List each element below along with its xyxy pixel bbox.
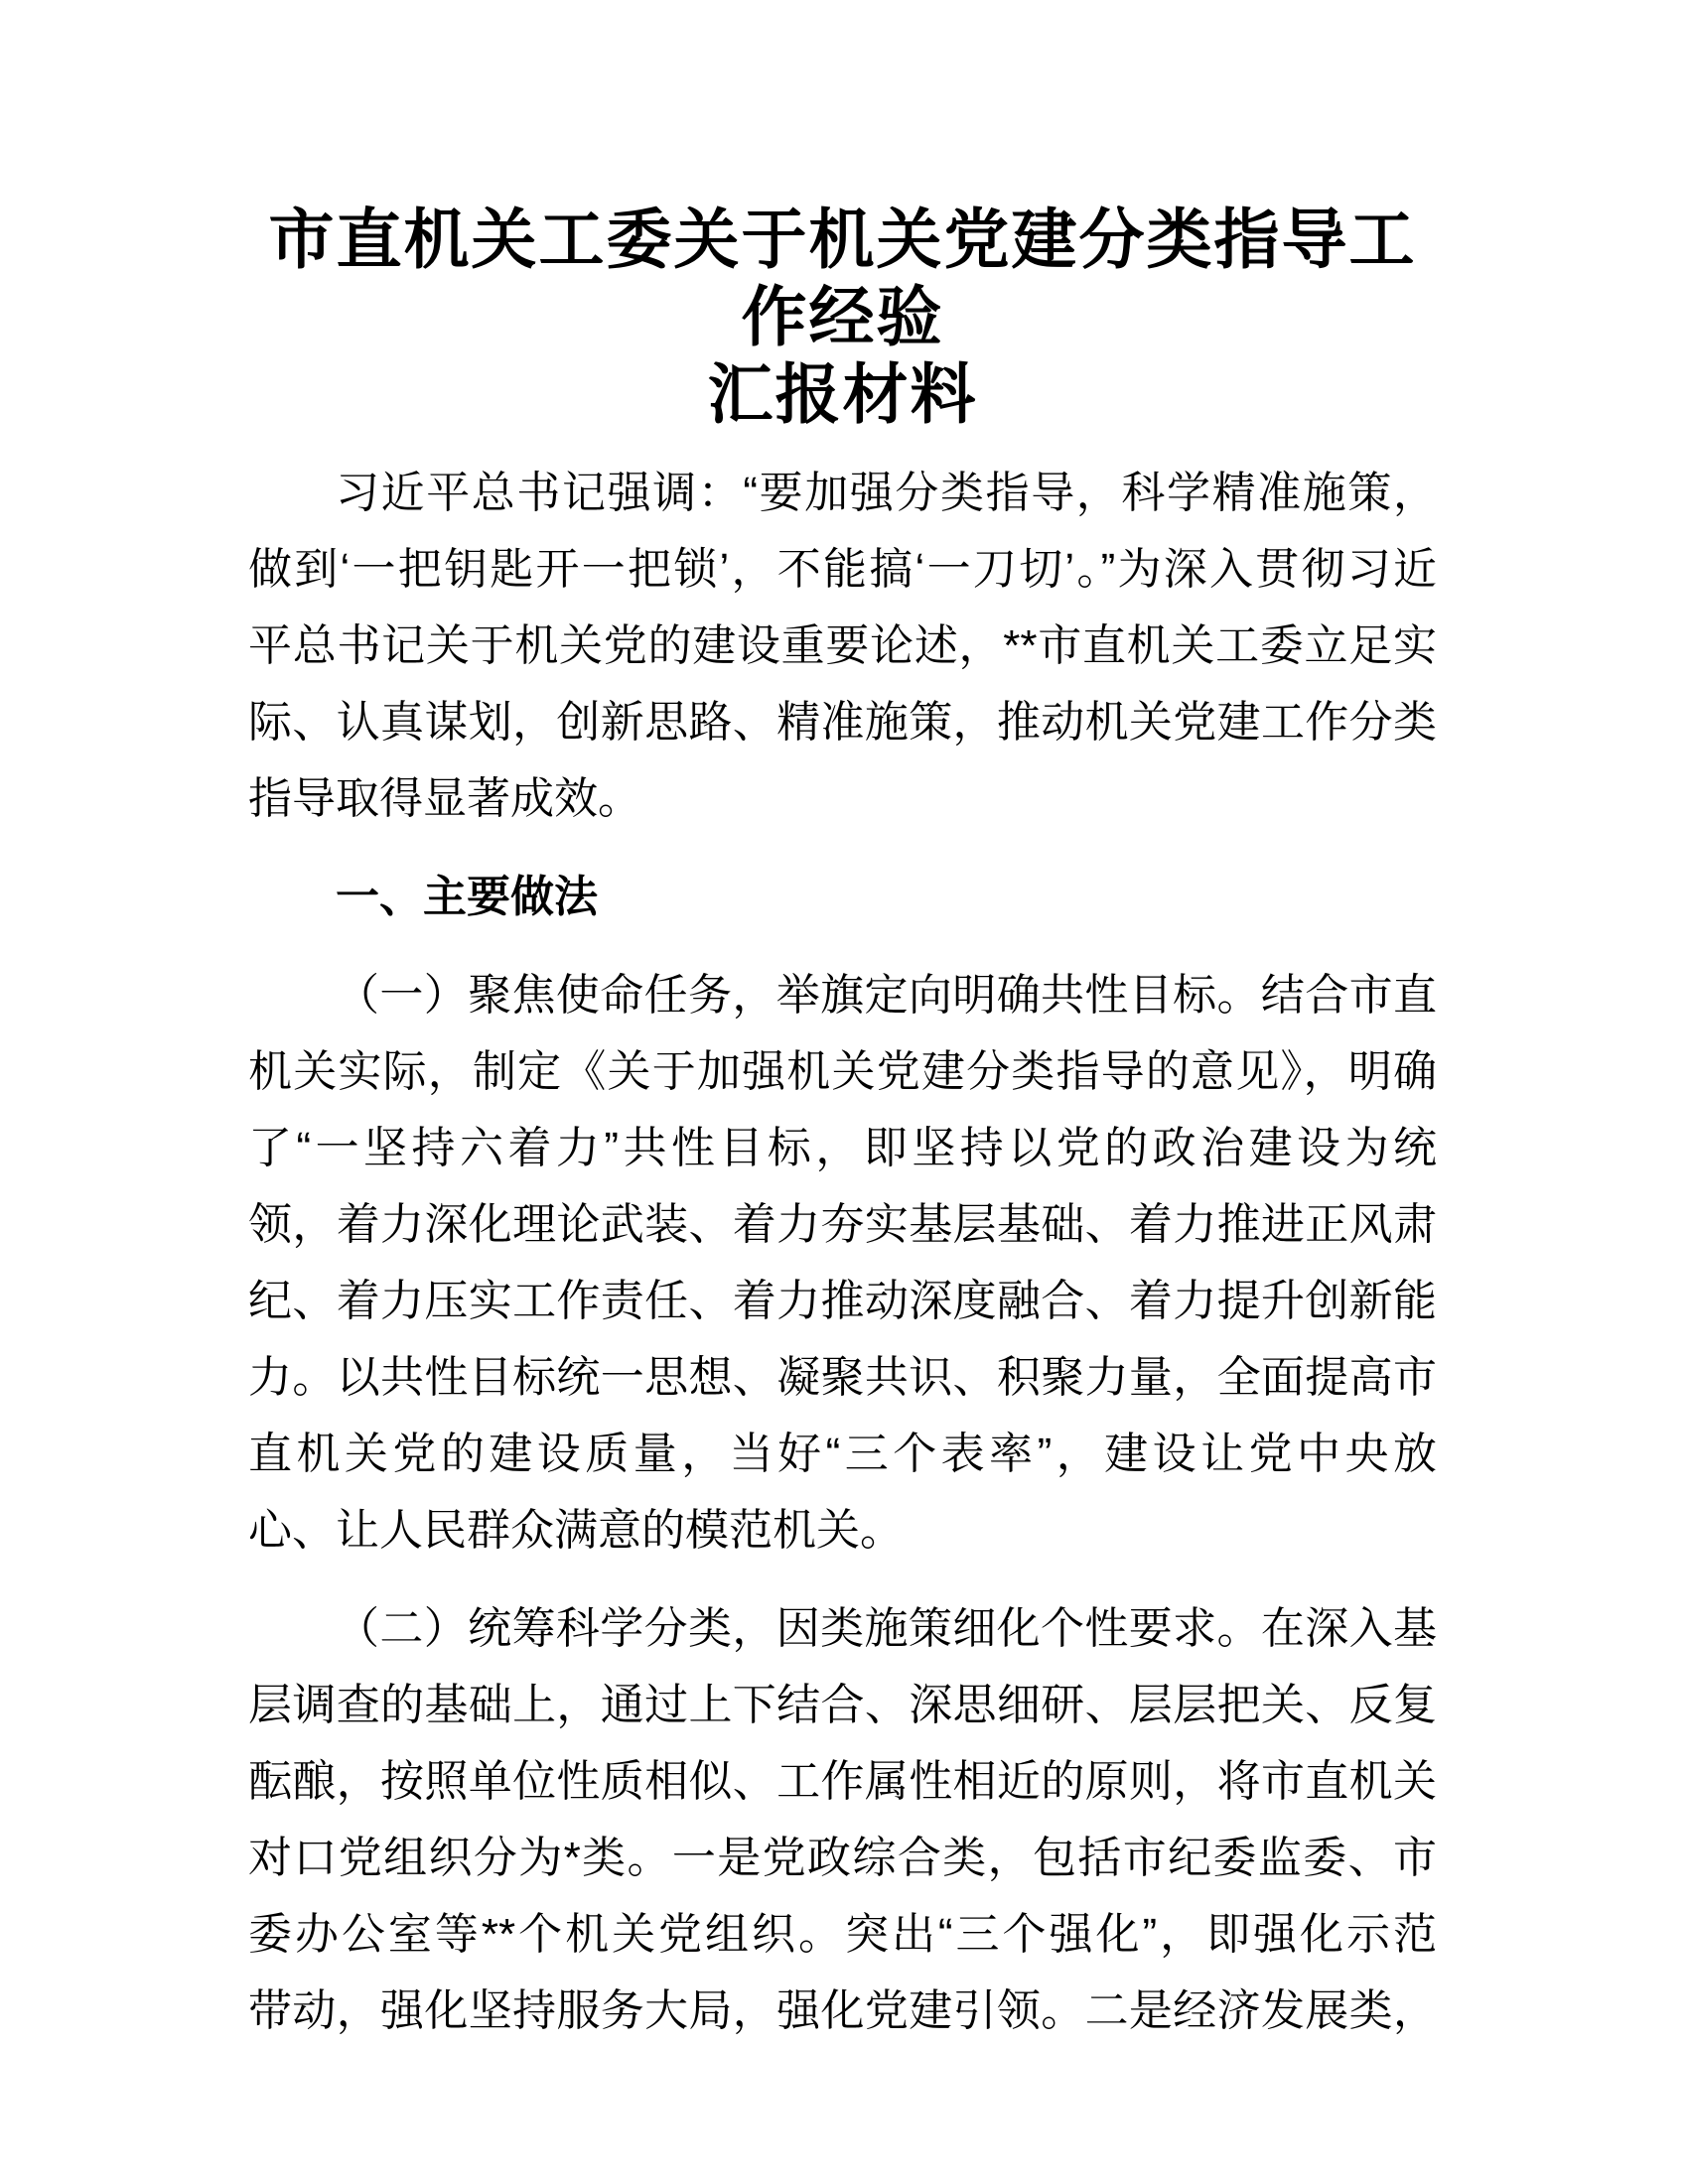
text-line: 际、认真谋划，创新思路、精准施策，推动机关党建工作分类: [248, 698, 1437, 747]
text-line: 直机关党的建设质量，当好“三个表率”，建设让党中央放: [248, 1430, 1437, 1478]
text-line: 心、让人民群众满意的模范机关。: [248, 1506, 904, 1555]
text-line: 酝酿，按照单位性质相似、工作属性相近的原则，将市直机关: [248, 1757, 1437, 1806]
paragraph: [248, 957, 1437, 1569]
text-line: 指导取得显著成效。: [248, 774, 641, 823]
text-line: 一、主要做法: [336, 873, 598, 921]
text-line: 力。以共性目标统一思想、凝聚共识、积聚力量，全面提高市: [248, 1353, 1437, 1402]
heading: [248, 859, 1437, 935]
document-title: [248, 201, 1437, 433]
text-line: 带动，强化坚持服务大局，强化党建引领。二是经济发展类，: [248, 1986, 1437, 2035]
text-line: 了“一坚持六着力”共性目标，即坚持以党的政治建设为统: [248, 1124, 1437, 1172]
text-line: （二）统筹科学分类，因类施策细化个性要求。在深入基: [336, 1604, 1437, 1653]
paragraph: [248, 1590, 1437, 2049]
text-line: 委办公室等**个机关党组织。突出“三个强化”，即强化示范: [248, 1910, 1437, 1959]
title-line-2: 汇报材料: [707, 357, 978, 431]
text-line: 纪、着力压实工作责任、着力推动深度融合、着力提升创新能: [248, 1277, 1437, 1325]
text-line: 机关实际，制定《关于加强机关党建分类指导的意见》，明确: [248, 1047, 1437, 1096]
text-line: 平总书记关于机关党的建设重要论述，**市直机关工委立足实: [248, 621, 1437, 670]
text-line: （一）聚焦使命任务，举旗定向明确共性目标。结合市直: [336, 971, 1437, 1020]
text-line: 做到‘一把钥匙开一把锁’，不能搞‘一刀切’。”为深入贯彻习近: [248, 545, 1437, 594]
paragraph: [248, 455, 1437, 837]
text-line: 对口党组织分为*类。一是党政综合类，包括市纪委监委、市: [248, 1834, 1437, 1882]
text-line: 习近平总书记强调：“要加强分类指导，科学精准施策，: [336, 469, 1437, 517]
document-body: [248, 455, 1437, 2049]
text-line: 领，着力深化理论武装、着力夯实基层基础、着力推进正风肃: [248, 1200, 1437, 1249]
title-line-1: 市直机关工委关于机关党建分类指导工作经验: [268, 203, 1417, 353]
document-content: [248, 201, 1437, 2049]
text-line: 层调查的基础上，通过上下结合、深思细研、层层把关、反复: [248, 1681, 1437, 1729]
